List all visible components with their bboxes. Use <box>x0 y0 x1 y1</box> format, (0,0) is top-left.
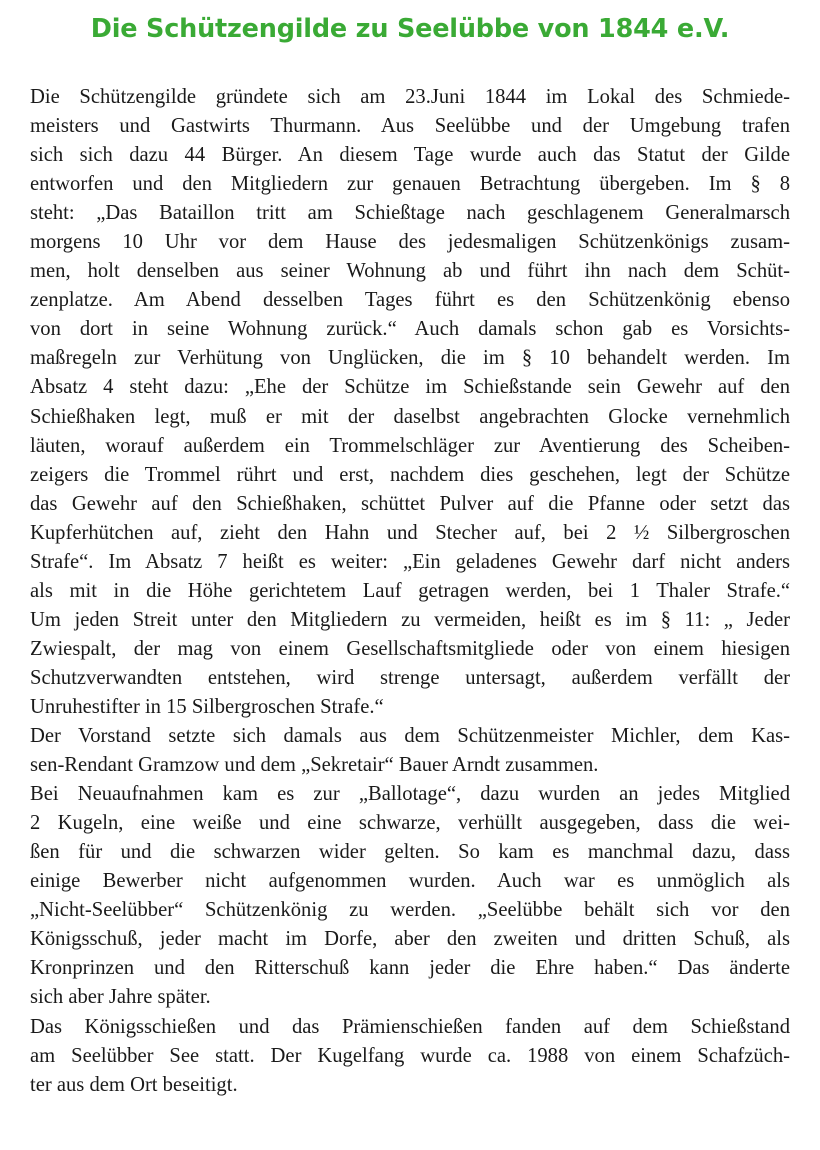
text-line: Schutzverwandten entstehen, wird strenge untersagt, außerdem verfällt der <box>30 666 790 689</box>
text-line: ßen für und die schwarzen wider gelten. So kam es manchmal dazu, dass <box>30 841 790 864</box>
text-line: men, holt denselben aus seiner Wohnung ab und führt ihn nach dem Schüt- <box>30 260 790 283</box>
text-line: Schießhaken legt, muß er mit der daselbst angebrachten Glocke vernehmlich <box>30 405 790 428</box>
text-line: Der Vorstand setzte sich damals aus dem Schützenmeister Michler, dem Kas- <box>30 725 790 748</box>
text-line: zeigers die Trommel rührt und erst, nachdem dies geschehen, legt der Schütze <box>30 463 790 486</box>
text-line: Strafe“. Im Absatz 7 heißt es weiter: „Ein geladenes Gewehr darf nicht anders <box>30 550 790 573</box>
text-line: 2 Kugeln, eine weiße und eine schwarze, verhüllt ausgegeben, dass die wei- <box>30 812 790 835</box>
text-line: Königsschuß, jeder macht im Dorfe, aber den zweiten und dritten Schuß, als <box>30 928 790 951</box>
text-line: meisters und Gastwirts Thurmann. Aus Seelübbe und der Umgebung trafen <box>30 115 790 138</box>
text-line: Um jeden Streit unter den Mitgliedern zu vermeiden, heißt es im § 11: „ Jeder <box>30 608 790 631</box>
text-line: „Nicht-Seelübber“ Schützenkönig zu werden. „Seelübbe behält sich vor den <box>30 899 790 922</box>
text-line: sich aber Jahre später. <box>30 986 211 1009</box>
text-line: Kronprinzen und den Ritterschuß kann jeder die Ehre haben.“ Das änderte <box>30 957 790 980</box>
text-line: steht: „Das Bataillon tritt am Schießtage nach geschlagenem Generalmarsch <box>30 202 790 225</box>
text-line: zenplatze. Am Abend desselben Tages führt es den Schützenkönig ebenso <box>30 289 790 312</box>
text-line: sich sich dazu 44 Bürger. An diesem Tage wurde auch das Statut der Gilde <box>30 144 790 167</box>
text-line: Das Königsschießen und das Prämienschießen fanden auf dem Schießstand <box>30 1015 790 1038</box>
text-line: Die Schützengilde gründete sich am 23.Juni 1844 im Lokal des Schmiede- <box>30 86 790 108</box>
text-line: Bei Neuaufnahmen kam es zur „Ballotage“, dazu wurden an jedes Mitglied <box>30 783 790 806</box>
text-line: Zwiespalt, der mag von einem Gesellschaftsmitgliede oder von einem hiesigen <box>30 637 790 660</box>
body-text <box>30 83 790 1100</box>
text-line: Unruhestifter in 15 Silbergroschen Strafe.“ <box>30 695 384 718</box>
text-line: einige Bewerber nicht aufgenommen wurden. Auch war es unmöglich als <box>30 870 790 893</box>
text-line: morgens 10 Uhr vor dem Hause des jedesmaligen Schützenkönigs zusam- <box>30 231 790 254</box>
text-line: Kupferhütchen auf, zieht den Hahn und Stecher auf, bei 2 ½ Silbergroschen <box>30 521 790 544</box>
text-line: läuten, worauf außerdem ein Trommelschläger zur Aventierung des Scheiben- <box>30 434 790 457</box>
text-line: Absatz 4 steht dazu: „Ehe der Schütze im Schießstande sein Gewehr auf den <box>30 376 790 399</box>
text-line: entworfen und den Mitgliedern zur genauen Betrachtung übergeben. Im § 8 <box>30 173 790 196</box>
text-line: maßregeln zur Verhütung von Unglücken, die im § 10 behandelt werden. Im <box>30 347 790 370</box>
page-title: Die Schützengilde zu Seelübbe von 1844 e.V. <box>90 14 730 44</box>
text-line: sen-Rendant Gramzow und dem „Sekretair“ Bauer Arndt zusammen. <box>30 754 599 777</box>
text-line: von dort in seine Wohnung zurück.“ Auch damals schon gab es Vorsichts- <box>30 318 790 341</box>
text-line: ter aus dem Ort beseitigt. <box>30 1073 238 1096</box>
text-line: das Gewehr auf den Schießhaken, schüttet Pulver auf die Pfanne oder setzt das <box>30 492 790 515</box>
text-line: als mit in die Höhe gerichtetem Lauf getragen werden, bei 1 Thaler Strafe.“ <box>30 579 790 602</box>
text-line: am Seelübber See statt. Der Kugelfang wurde ca. 1988 von einem Schafzüch- <box>30 1044 790 1067</box>
